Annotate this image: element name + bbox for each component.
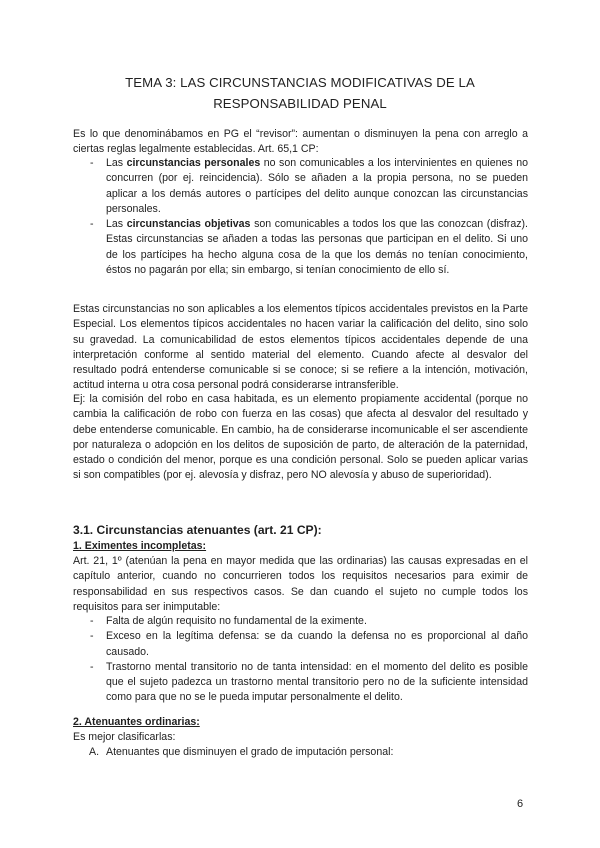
alpha-mark: A. (89, 746, 100, 758)
page-number: 6 (517, 798, 524, 810)
title-line-2: RESPONSABILIDAD PENAL (213, 96, 387, 111)
personal-objective-list (73, 156, 528, 278)
list-item: - Las circunstancias objetivas son comunicables a todos los que las conozcan (disfraz). Estas circunstancias se añaden a todas las personas que participan en el delito. Si uno de los partícipes ha hecho alguna cosa de la que los demás no tenían conocimiento, éstos no pagarán por ella; sin embargo, si tenían conocimiento de ello sí. (90, 218, 528, 277)
list-item: - Falta de algún requisito no fundamental de la eximente. (73, 614, 528, 629)
alpha-list (73, 745, 528, 760)
intro-paragraph: Es lo que denominábamos en PG el “revisor”: aumentan o disminuyen la pena con arreglo a ciertas reglas legalmente establecidas. Art. 65,1 CP: (73, 128, 528, 156)
paragraph-eximentes: Art. 21, 1º (atenúan la pena en mayor medida que las ordinarias) las causas expresadas en el capítulo anterior, cuando no concurrieren todos los requisitos necesarios para eximir de responsabilidad en sus respectivos casos. Se dan cuando el sujeto no cumple todos los requisitos para ser inimputable: (73, 555, 528, 613)
paragraph-example: Ej: la comisión del robo en casa habitada, es un elemento propiamente accidental (porque no cambia la calificación de robo con fuerza en las cosas) que afecta al desvalor del resultado y debe entenderse comunicable. En cambio, ha de considerarse incomunicable el ser ascendiente por naturaleza o adopción en los delitos de suposición de parto, de alteración de la paternidad, estado o condición del menor, porque es una condición personal. Solo se pueden aplicar varias si son compatibles (por ej. alevosía y disfraz, pero NO alevosía y abuso de superioridad). (73, 393, 528, 482)
section-heading: 3.1. Circunstancias atenuantes (art. 21 CP): (73, 523, 322, 537)
list-item: A. Atenuantes que disminuyen el grado de imputación personal: (73, 745, 528, 760)
paragraph-classify: Es mejor clasificarlas: (73, 731, 176, 743)
bullet-mark: - (90, 615, 94, 627)
bullet-mark: - (90, 157, 94, 169)
bullet-mark: - (90, 630, 94, 643)
bold-term: circunstancias objetivas (126, 218, 251, 231)
page-title (60, 72, 540, 114)
list-item: - Las circunstancias personales no son comunicables a los intervinientes en quienes no concurren (por ej. reincidencia). Sólo se añaden a la propia persona, no se pueden aplicar a los demás autores o partícipes del delito aunque conozcan las circunstancias personales. (90, 157, 528, 215)
subsection-heading-1: 1. Eximentes incompletas: (73, 540, 207, 552)
bullet-mark: - (90, 218, 94, 231)
list-item: - Trastorno mental transitorio no de tanta intensidad: en el momento del delito es posible que el sujeto padezca un trastorno mental transitorio pero no de la suficiente intensidad como para que no se le pueda imputar personalmente el delito. (90, 660, 528, 704)
eximentes-list (73, 614, 528, 706)
bullet-mark: - (90, 660, 94, 673)
list-item: - Exceso en la legítima defensa: se da cuando la defensa no es proporcional al daño causado. (90, 630, 528, 658)
subsection-heading-2: 2. Atenuantes ordinarias: (73, 716, 200, 728)
title-line-1: TEMA 3: LAS CIRCUNSTANCIAS MODIFICATIVAS DE LA (125, 75, 475, 90)
paragraph-accidental-elements: Estas circunstancias no son aplicables a los elementos típicos accidentales previstos en la Parte Especial. Los elementos típicos accidentales no hacen variar la calificación del delito, sino solo su gravedad. La comunicabilidad de estos elementos típicos accidentales depende de una interpretación conforme al sentido material del elemento. Cuando afecte al desvalor del resultado podrá entenderse comunicable si se conoce; si se refiere a la intención, motivación, actitud interna u otra cosa personal podrá considerarse intransferible. (73, 303, 528, 392)
bold-term: circunstancias personales (126, 157, 261, 169)
